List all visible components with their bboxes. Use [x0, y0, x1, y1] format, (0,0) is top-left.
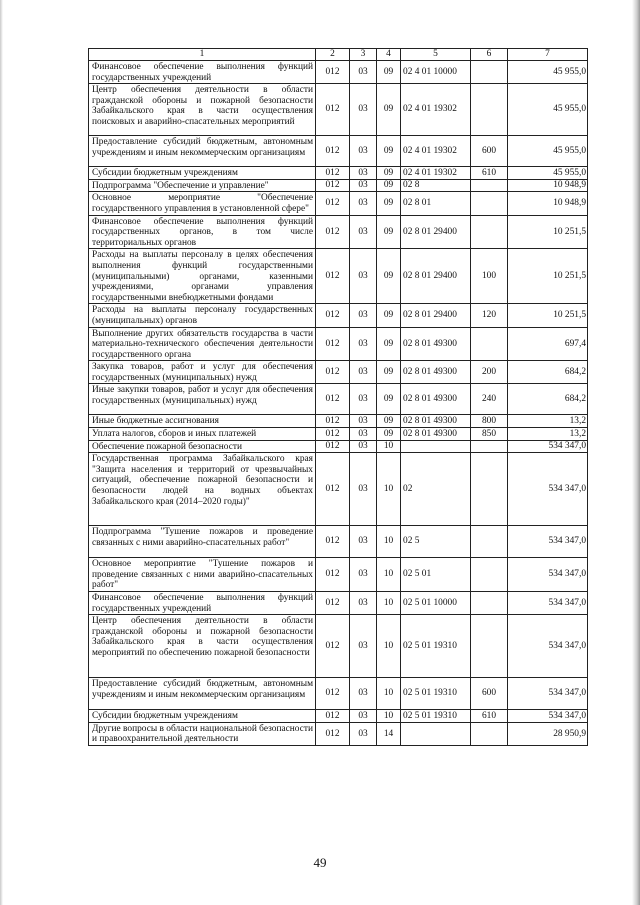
expense-type-cell [471, 327, 508, 361]
expense-type-cell [471, 179, 508, 192]
subsection-code-cell: 10 [377, 440, 401, 453]
amount-cell: 534 347,0 [508, 592, 588, 615]
expense-type-cell [471, 592, 508, 615]
section-code-cell: 03 [350, 304, 377, 327]
ministry-code-cell: 012 [316, 179, 350, 192]
expense-type-cell [471, 526, 508, 558]
section-code-cell: 03 [350, 361, 377, 384]
amount-cell: 45 955,0 [508, 136, 588, 167]
item-name-cell: Субсидии бюджетным учреждениям [89, 167, 316, 180]
expense-type-cell: 600 [471, 678, 508, 710]
subsection-code-cell: 10 [377, 592, 401, 615]
amount-cell: 45 955,0 [508, 84, 588, 136]
item-name-cell: Иные бюджетные ассигнования [89, 415, 316, 428]
expense-type-cell [471, 453, 508, 526]
target-article-cell: 02 8 01 49300 [401, 384, 471, 415]
target-article-cell: 02 5 01 19310 [401, 615, 471, 678]
amount-cell: 684,2 [508, 384, 588, 415]
amount-cell: 45 955,0 [508, 167, 588, 180]
ministry-code-cell: 012 [316, 167, 350, 180]
table-body [89, 49, 588, 746]
expense-type-cell [471, 722, 508, 745]
subsection-code-cell: 09 [377, 249, 401, 304]
table-header-row [89, 49, 588, 61]
table-row [89, 526, 588, 558]
target-article-cell: 02 5 01 [401, 558, 471, 592]
subsection-code-cell: 09 [377, 428, 401, 441]
table-row [89, 722, 588, 745]
target-article-cell: 02 8 01 49300 [401, 327, 471, 361]
item-name-cell: Финансовое обеспечение выполнения функций государственных учреждений [89, 592, 316, 615]
ministry-code-cell: 012 [316, 678, 350, 710]
ministry-code-cell: 012 [316, 84, 350, 136]
amount-cell: 10 251,5 [508, 215, 588, 249]
subsection-code-cell: 10 [377, 615, 401, 678]
item-name-cell: Основное мероприятие "Обеспечение государственного управления в установленной сфере" [89, 192, 316, 215]
subsection-code-cell: 09 [377, 179, 401, 192]
target-article-cell: 02 8 01 49300 [401, 415, 471, 428]
target-article-cell: 02 4 01 19302 [401, 167, 471, 180]
section-code-cell: 03 [350, 167, 377, 180]
subsection-code-cell: 09 [377, 61, 401, 84]
expense-type-cell [471, 61, 508, 84]
expense-type-cell: 850 [471, 428, 508, 441]
page-number: 49 [313, 855, 327, 870]
subsection-code-cell: 10 [377, 526, 401, 558]
section-code-cell: 03 [350, 722, 377, 745]
ministry-code-cell: 012 [316, 327, 350, 361]
section-code-cell: 03 [350, 558, 377, 592]
subsection-code-cell: 14 [377, 722, 401, 745]
item-name-cell: Выполнение других обязательств государства в части материально-технического обеспечения деятельности государственного органа [89, 327, 316, 361]
header-cell: 4 [377, 49, 401, 61]
table-row [89, 415, 588, 428]
table-row [89, 453, 588, 526]
item-name-cell: Закупка товаров, работ и услуг для обеспечения государственных (муниципальных) нужд [89, 361, 316, 384]
amount-cell: 10 948,9 [508, 192, 588, 215]
ministry-code-cell: 012 [316, 710, 350, 723]
header-cell: 6 [471, 49, 508, 61]
item-name-cell: Финансовое обеспечение выполнения функций государственных органов, в том числе территориальных органов [89, 215, 316, 249]
target-article-cell: 02 5 01 19310 [401, 710, 471, 723]
target-article-cell: 02 8 [401, 179, 471, 192]
header-cell: 1 [89, 49, 316, 61]
ministry-code-cell: 012 [316, 526, 350, 558]
subsection-code-cell: 09 [377, 136, 401, 167]
table-row [89, 136, 588, 167]
header-cell: 7 [508, 49, 588, 61]
table-row [89, 428, 588, 441]
table-row [89, 167, 588, 180]
subsection-code-cell: 10 [377, 710, 401, 723]
target-article-cell: 02 4 01 19302 [401, 136, 471, 167]
section-code-cell: 03 [350, 440, 377, 453]
header-cell: 5 [401, 49, 471, 61]
ministry-code-cell: 012 [316, 440, 350, 453]
subsection-code-cell: 10 [377, 678, 401, 710]
item-name-cell: Уплата налогов, сборов и иных платежей [89, 428, 316, 441]
expense-type-cell: 200 [471, 361, 508, 384]
target-article-cell: 02 8 01 [401, 192, 471, 215]
expense-type-cell [471, 215, 508, 249]
section-code-cell: 03 [350, 453, 377, 526]
ministry-code-cell: 012 [316, 361, 350, 384]
table-row [89, 615, 588, 678]
amount-cell: 534 347,0 [508, 558, 588, 592]
subsection-code-cell: 10 [377, 453, 401, 526]
target-article-cell [401, 440, 471, 453]
section-code-cell: 03 [350, 327, 377, 361]
subsection-code-cell: 09 [377, 361, 401, 384]
amount-cell: 13,2 [508, 428, 588, 441]
table-row [89, 215, 588, 249]
amount-cell: 13,2 [508, 415, 588, 428]
expense-type-cell [471, 615, 508, 678]
table-row [89, 192, 588, 215]
amount-cell: 28 950,9 [508, 722, 588, 745]
expense-type-cell: 600 [471, 136, 508, 167]
item-name-cell: Расходы на выплаты персоналу государственных (муниципальных) органов [89, 304, 316, 327]
subsection-code-cell: 09 [377, 327, 401, 361]
header-cell: 3 [350, 49, 377, 61]
expense-type-cell: 610 [471, 167, 508, 180]
item-name-cell: Предоставление субсидий бюджетным, автономным учреждениям и иным некоммерческим организациям [89, 678, 316, 710]
scan-edge-right [632, 0, 640, 905]
budget-table [88, 48, 588, 746]
section-code-cell: 03 [350, 678, 377, 710]
section-code-cell: 03 [350, 384, 377, 415]
ministry-code-cell: 012 [316, 136, 350, 167]
ministry-code-cell: 012 [316, 304, 350, 327]
target-article-cell: 02 5 01 10000 [401, 592, 471, 615]
target-article-cell: 02 8 01 29400 [401, 215, 471, 249]
table-row [89, 84, 588, 136]
section-code-cell: 03 [350, 136, 377, 167]
subsection-code-cell: 10 [377, 558, 401, 592]
table-row [89, 592, 588, 615]
expense-type-cell [471, 440, 508, 453]
item-name-cell: Центр обеспечения деятельности в области гражданской обороны и пожарной безопасности Забайкальского края в части осуществления мероприятий по обеспечению пожарной безопасности [89, 615, 316, 678]
section-code-cell: 03 [350, 615, 377, 678]
target-article-cell: 02 8 01 49300 [401, 428, 471, 441]
item-name-cell: Финансовое обеспечение выполнения функций государственных учреждений [89, 61, 316, 84]
item-name-cell: Обеспечение пожарной безопасности [89, 440, 316, 453]
subsection-code-cell: 09 [377, 84, 401, 136]
expense-type-cell: 610 [471, 710, 508, 723]
amount-cell: 697,4 [508, 327, 588, 361]
ministry-code-cell: 012 [316, 428, 350, 441]
section-code-cell: 03 [350, 249, 377, 304]
section-code-cell: 03 [350, 428, 377, 441]
amount-cell: 534 347,0 [508, 678, 588, 710]
item-name-cell: Другие вопросы в области национальной безопасности и правоохранительной деятельности [89, 722, 316, 745]
section-code-cell: 03 [350, 192, 377, 215]
table-row [89, 304, 588, 327]
item-name-cell: Субсидии бюджетным учреждениям [89, 710, 316, 723]
expense-type-cell [471, 558, 508, 592]
ministry-code-cell: 012 [316, 558, 350, 592]
ministry-code-cell: 012 [316, 615, 350, 678]
amount-cell: 534 347,0 [508, 710, 588, 723]
section-code-cell: 03 [350, 526, 377, 558]
table-row [89, 361, 588, 384]
amount-cell: 534 347,0 [508, 453, 588, 526]
table-row [89, 384, 588, 415]
amount-cell: 684,2 [508, 361, 588, 384]
expense-type-cell [471, 84, 508, 136]
item-name-cell: Предоставление субсидий бюджетным, автономным учреждениям и иным некоммерческим организациям [89, 136, 316, 167]
table-row [89, 327, 588, 361]
expense-type-cell: 800 [471, 415, 508, 428]
expense-type-cell: 240 [471, 384, 508, 415]
amount-cell: 45 955,0 [508, 61, 588, 84]
section-code-cell: 03 [350, 415, 377, 428]
item-name-cell: Подпрограмма "Обеспечение и управление" [89, 179, 316, 192]
target-article-cell: 02 4 01 10000 [401, 61, 471, 84]
amount-cell: 10 948,9 [508, 179, 588, 192]
target-article-cell: 02 [401, 453, 471, 526]
target-article-cell: 02 8 01 29400 [401, 249, 471, 304]
subsection-code-cell: 09 [377, 215, 401, 249]
section-code-cell: 03 [350, 61, 377, 84]
subsection-code-cell: 09 [377, 384, 401, 415]
item-name-cell: Основное мероприятие "Тушение пожаров и проведение связанных с ними аварийно-спасательных работ" [89, 558, 316, 592]
section-code-cell: 03 [350, 215, 377, 249]
section-code-cell: 03 [350, 592, 377, 615]
table-row [89, 440, 588, 453]
ministry-code-cell: 012 [316, 592, 350, 615]
subsection-code-cell: 09 [377, 415, 401, 428]
expense-type-cell [471, 192, 508, 215]
section-code-cell: 03 [350, 179, 377, 192]
target-article-cell [401, 722, 471, 745]
item-name-cell: Центр обеспечения деятельности в области гражданской обороны и пожарной безопасности Забайкальского края в части осуществления поисковых и аварийно-спасательных мероприятий [89, 84, 316, 136]
item-name-cell: Подпрограмма "Тушение пожаров и проведение связанных с ними аварийно-спасательных работ" [89, 526, 316, 558]
expense-type-cell: 100 [471, 249, 508, 304]
table-row [89, 678, 588, 710]
target-article-cell: 02 5 01 19310 [401, 678, 471, 710]
amount-cell: 534 347,0 [508, 615, 588, 678]
section-code-cell: 03 [350, 84, 377, 136]
target-article-cell: 02 8 01 49300 [401, 361, 471, 384]
ministry-code-cell: 012 [316, 722, 350, 745]
target-article-cell: 02 8 01 29400 [401, 304, 471, 327]
expense-type-cell: 120 [471, 304, 508, 327]
table-row [89, 61, 588, 84]
table-row [89, 179, 588, 192]
ministry-code-cell: 012 [316, 215, 350, 249]
table-row [89, 249, 588, 304]
ministry-code-cell: 012 [316, 249, 350, 304]
ministry-code-cell: 012 [316, 61, 350, 84]
header-cell: 2 [316, 49, 350, 61]
section-code-cell: 03 [350, 710, 377, 723]
table-row [89, 558, 588, 592]
target-article-cell: 02 4 01 19302 [401, 84, 471, 136]
ministry-code-cell: 012 [316, 384, 350, 415]
ministry-code-cell: 012 [316, 192, 350, 215]
amount-cell: 10 251,5 [508, 249, 588, 304]
amount-cell: 10 251,5 [508, 304, 588, 327]
amount-cell: 534 347,0 [508, 440, 588, 453]
subsection-code-cell: 09 [377, 304, 401, 327]
table-row [89, 710, 588, 723]
ministry-code-cell: 012 [316, 453, 350, 526]
scan-edge-left [0, 0, 3, 905]
item-name-cell: Государственная программа Забайкальского края "Защита населения и территорий от чрезвычайных ситуаций, обеспечение пожарной безопасности и безопасности людей на водных объектах Забайкальского края (2014–2020 годы)" [89, 453, 316, 526]
item-name-cell: Расходы на выплаты персоналу в целях обеспечения выполнения функций государственными (муниципальными) органами, казенными учреждениями, органами управления государственными внебюджетными фондами [89, 249, 316, 304]
target-article-cell: 02 5 [401, 526, 471, 558]
amount-cell: 534 347,0 [508, 526, 588, 558]
subsection-code-cell: 09 [377, 167, 401, 180]
ministry-code-cell: 012 [316, 415, 350, 428]
item-name-cell: Иные закупки товаров, работ и услуг для обеспечения государственных (муниципальных) нужд [89, 384, 316, 415]
subsection-code-cell: 09 [377, 192, 401, 215]
